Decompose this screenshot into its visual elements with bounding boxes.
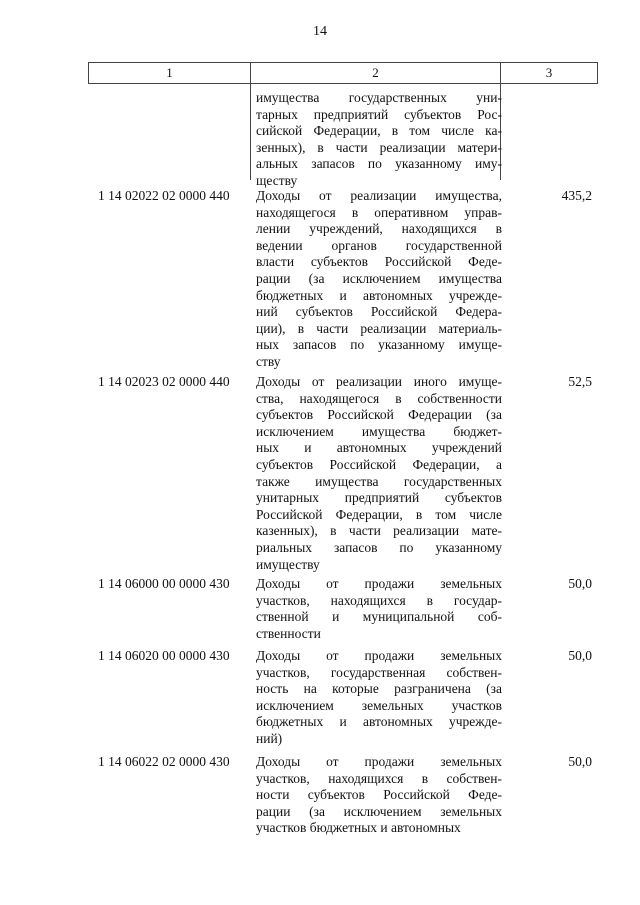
description-line: участков, находящихся в собствен- bbox=[256, 770, 502, 786]
table-header bbox=[88, 62, 598, 84]
row-amount: 52,5 bbox=[568, 374, 592, 389]
row-code: 1 14 02023 02 0000 440 bbox=[98, 374, 230, 389]
description-line: ний субъектов Российской Федера- bbox=[256, 304, 502, 320]
description-line: находящегося в оперативном управ- bbox=[256, 204, 502, 220]
description-line: ществу bbox=[256, 172, 298, 188]
row-description bbox=[256, 90, 502, 190]
row-code: 1 14 02022 02 0000 440 bbox=[98, 188, 230, 203]
description-line: бюджетных и автономных учрежде- bbox=[256, 714, 502, 730]
description-line: унитарных предприятий субъектов bbox=[256, 490, 502, 506]
description-line: ству bbox=[256, 353, 281, 369]
description-line: ных и автономных учреждений bbox=[256, 440, 502, 456]
header-col-1: 1 bbox=[89, 63, 251, 83]
row-code: 1 14 06000 00 0000 430 bbox=[98, 576, 230, 591]
header-col-2: 2 bbox=[251, 63, 501, 83]
description-line: участков, государственная собствен- bbox=[256, 664, 502, 680]
description-line: Доходы от продажи земельных bbox=[256, 754, 502, 769]
description-line: ных запасов по указанному имуще- bbox=[256, 337, 502, 353]
description-line: также имущества государственных bbox=[256, 473, 502, 489]
description-line: исключением имущества бюджет- bbox=[256, 423, 502, 439]
description-line: ции), в части реализации материаль- bbox=[256, 320, 502, 336]
description-line: рации (за исключением имущества bbox=[256, 270, 502, 286]
description-line: ведении органов государственной bbox=[256, 237, 502, 253]
page-number: 14 bbox=[313, 24, 327, 39]
row-description bbox=[256, 754, 502, 837]
description-line: Доходы от продажи земельных bbox=[256, 576, 502, 591]
description-line: риальных запасов по указанному bbox=[256, 539, 502, 555]
row-description bbox=[256, 648, 502, 748]
description-line: сийской Федерации, в том числе ка- bbox=[256, 123, 502, 139]
row-amount: 50,0 bbox=[568, 754, 592, 769]
row-code: 1 14 06020 00 0000 430 bbox=[98, 648, 230, 663]
description-line: ний) bbox=[256, 730, 283, 746]
row-description bbox=[256, 576, 502, 642]
header-col-3: 3 bbox=[545, 65, 553, 80]
description-line: Доходы от продажи земельных bbox=[256, 648, 502, 663]
description-line: казенных), в части реализации мате- bbox=[256, 523, 502, 539]
description-line: ственности bbox=[256, 625, 321, 641]
description-line: субъектов Российской Федерации, а bbox=[256, 456, 502, 472]
description-line: имущества государственных уни- bbox=[256, 90, 502, 105]
row-code: 1 14 06022 02 0000 430 bbox=[98, 754, 230, 769]
row-description bbox=[256, 374, 502, 573]
description-line: Доходы от реализации имущества, bbox=[256, 188, 502, 203]
row-description bbox=[256, 188, 502, 371]
description-line: альных запасов по указанному иму- bbox=[256, 156, 502, 172]
description-line: имуществу bbox=[256, 556, 320, 572]
description-line: ность на которые разграничена (за bbox=[256, 681, 502, 697]
description-line: ства, находящегося в собственности bbox=[256, 390, 502, 406]
description-line: участков бюджетных и автономных bbox=[256, 820, 461, 836]
description-line: участков, находящихся в государ- bbox=[256, 592, 502, 608]
description-line: рации (за исключением земельных bbox=[256, 803, 502, 819]
description-line: исключением земельных участков bbox=[256, 697, 502, 713]
description-line: зенных), в части реализации матери- bbox=[256, 139, 502, 155]
description-line: ственной и муниципальной соб- bbox=[256, 609, 502, 625]
row-amount: 50,0 bbox=[568, 648, 592, 663]
description-line: Российской Федерации, в том числе bbox=[256, 506, 502, 522]
description-line: бюджетных и автономных учрежде- bbox=[256, 287, 502, 303]
description-line: субъектов Российской Федерации (за bbox=[256, 407, 502, 423]
description-line: власти субъектов Российской Феде- bbox=[256, 254, 502, 270]
description-line: ности субъектов Российской Феде- bbox=[256, 787, 502, 803]
row-amount: 50,0 bbox=[568, 576, 592, 591]
column-divider-left bbox=[250, 84, 251, 180]
description-line: Доходы от реализации иного имуще- bbox=[256, 374, 502, 389]
description-line: лении учреждений, находящихся в bbox=[256, 221, 502, 237]
row-amount: 435,2 bbox=[561, 188, 592, 203]
description-line: тарных предприятий субъектов Рос- bbox=[256, 106, 502, 122]
